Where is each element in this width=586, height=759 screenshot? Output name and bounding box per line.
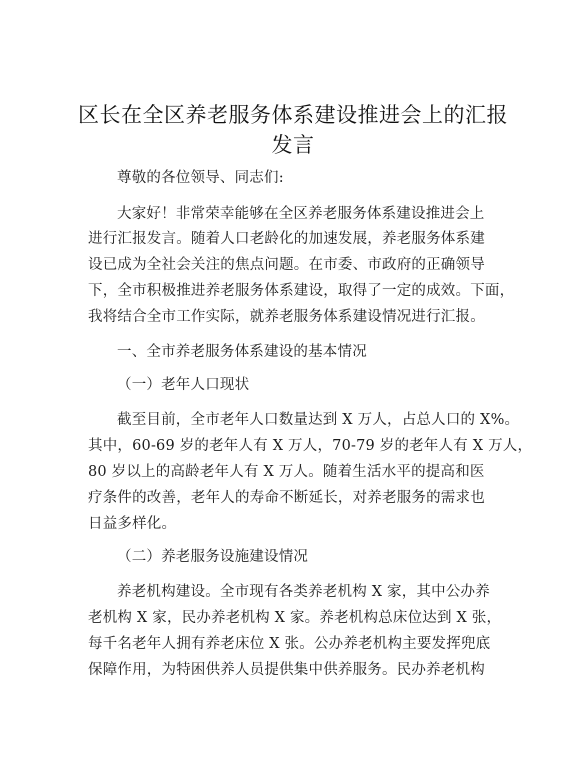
- subsection-1-line: 日益多样化。: [88, 516, 177, 532]
- intro-line: 我将结合全市工作实际，就养老服务体系建设情况进行汇报。: [88, 309, 485, 325]
- document-title-line-2: 发言: [271, 133, 315, 157]
- intro-line: 设已成为全社会关注的焦点问题。在市委、市政府的正确领导: [88, 257, 485, 273]
- subsection-2-line: 每千名老年人拥有养老床位 X 张。公办养老机构主要发挥兜底: [88, 636, 491, 652]
- subsection-1-line: 疗条件的改善，老年人的寿命不断延长，对养老服务的需求也: [88, 490, 485, 506]
- subsection-1-line: 80 岁以上的高龄老年人有 X 万人。随着生活水平的提高和医: [88, 464, 485, 480]
- salutation: 尊敬的各位领导、同志们:: [117, 170, 284, 186]
- intro-line: 下，全市积极推进养老服务体系建设，取得了一定的成效。下面，: [88, 283, 515, 299]
- section-1-heading: 一、全市养老服务体系建设的基本情况: [117, 344, 367, 360]
- subsection-2-line: 保障作用，为特困供养人员提供集中供养服务。民办养老机构: [88, 662, 485, 678]
- intro-line: 大家好！非常荣幸能够在全区养老服务体系建设推进会上: [117, 206, 485, 222]
- subsection-1-line: 截至目前，全市老年人口数量达到 X 万人，占总人口的 X%。: [117, 412, 520, 428]
- document-title-line-1: 区长在全区养老服务体系建设推进会上的汇报: [78, 103, 508, 127]
- subsection-2-line: 养老机构建设。全市现有各类养老机构 X 家，其中公办养: [117, 584, 490, 600]
- subsection-1-heading: （一）老年人口现状: [117, 377, 250, 393]
- subsection-2-heading: （二）养老服务设施建设情况: [117, 549, 309, 565]
- intro-line: 进行汇报发言。随着人口老龄化的加速发展，养老服务体系建: [88, 231, 485, 247]
- subsection-2-line: 老机构 X 家，民办养老机构 X 家。养老机构总床位达到 X 张，: [88, 610, 502, 626]
- subsection-1-line: 其中，60-69 岁的老年人有 X 万人，70-79 岁的老年人有 X 万人，: [88, 438, 533, 454]
